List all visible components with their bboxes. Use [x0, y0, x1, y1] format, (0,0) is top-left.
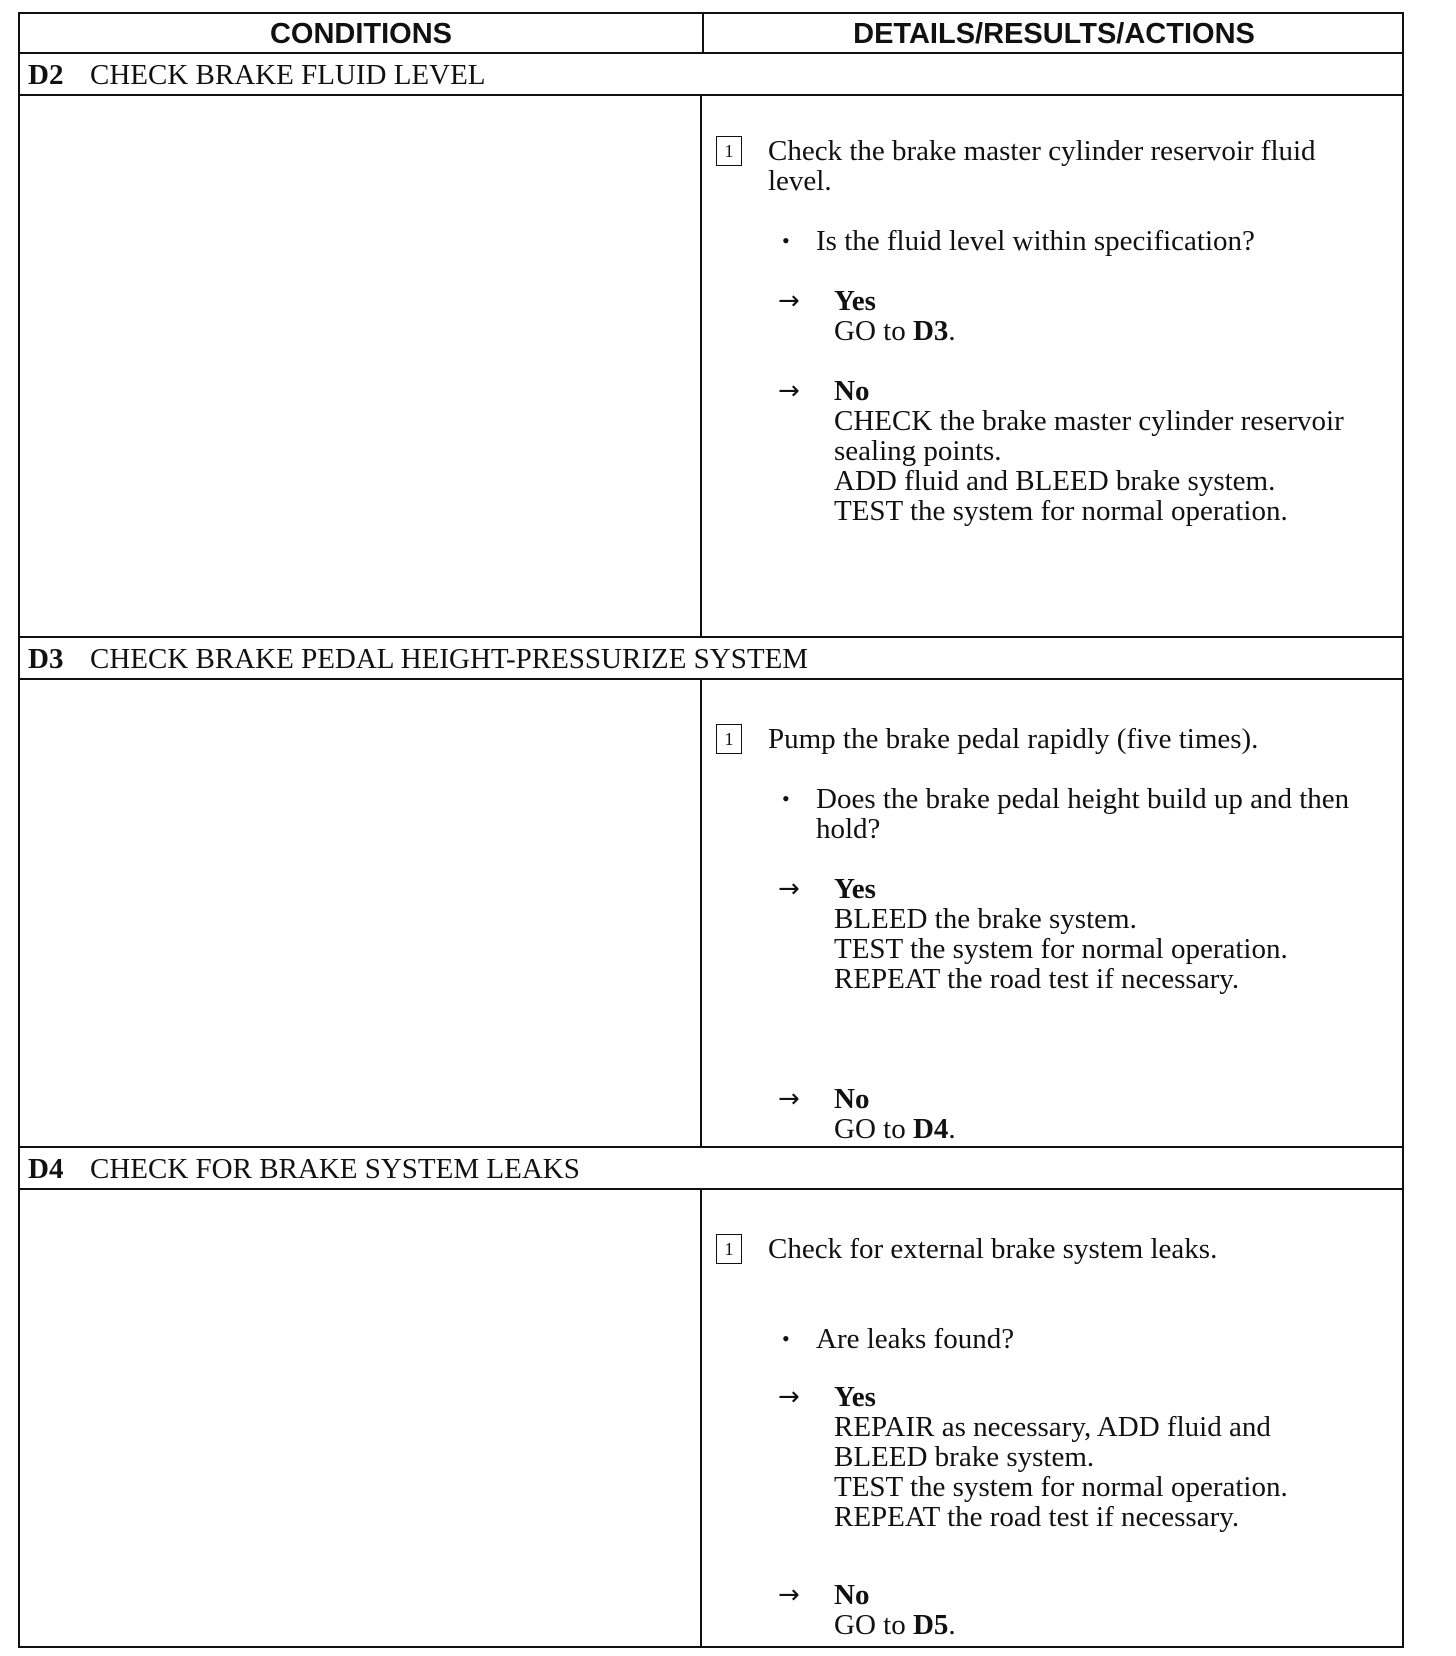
section-d2-body [20, 96, 1402, 638]
section-d3-title-text: CHECK BRAKE PEDAL HEIGHT-PRESSURIZE SYSTEM [90, 643, 809, 675]
no-action: GO to D4. [834, 1113, 956, 1145]
section-d2-conditions-cell [20, 96, 700, 636]
no-branch [834, 1580, 956, 1640]
section-d3-title [20, 638, 1402, 680]
yes-label: Yes [834, 285, 876, 317]
diagnostic-table [18, 12, 1404, 1648]
question-text: Does the brake pedal height build up and then hold? [816, 783, 1350, 845]
section-d2-title-text: CHECK BRAKE FLUID LEVEL [90, 59, 486, 91]
no-label: No [834, 1579, 870, 1611]
step-instruction: Pump the brake pedal rapidly (five times). [768, 723, 1259, 755]
section-d3-body [20, 680, 1402, 1148]
question-text: Is the fluid level within specification? [816, 225, 1255, 257]
conditions-header: CONDITIONS [269, 18, 453, 50]
yes-branch: Yes REPAIR as necessary, ADD fluid and BLEED brake system. TEST the system for normal operation. REPEAT the road test if necessary. [834, 1381, 1288, 1533]
step-number-box: 1 [716, 724, 742, 754]
yes-branch [834, 286, 956, 346]
section-d4-title-text: CHECK FOR BRAKE SYSTEM LEAKS [90, 1153, 580, 1185]
yes-action: GO to D3. [834, 315, 956, 347]
section-d4-id: D4 [28, 1153, 64, 1185]
no-branch: No CHECK the brake master cylinder reservoir sealing points. ADD fluid and BLEED brake system. TEST the system for normal operation. [834, 375, 1344, 527]
step-number-box: 1 [716, 136, 742, 166]
question-text: Are leaks found? [816, 1323, 1015, 1355]
section-d4-details-cell [700, 1190, 1402, 1646]
section-d3-id: D3 [28, 643, 64, 675]
section-d2-id: D2 [28, 59, 64, 91]
no-action: GO to D5. [834, 1609, 956, 1641]
section-d3-details-cell [700, 680, 1402, 1146]
table-header-row [20, 14, 1402, 54]
yes-branch: Yes BLEED the brake system. TEST the system for normal operation. REPEAT the road test if necessary. [834, 873, 1288, 995]
bullet-icon: • [782, 228, 790, 253]
section-d2-title [20, 54, 1402, 96]
arrow-right-icon: → [778, 874, 800, 904]
arrow-right-icon: → [778, 1382, 800, 1412]
bullet-icon: • [782, 786, 790, 811]
step-number-box: 1 [716, 1234, 742, 1264]
arrow-right-icon: → [778, 376, 800, 406]
no-label: No [834, 1083, 870, 1115]
section-d4-title [20, 1148, 1402, 1190]
section-d2-details-cell [700, 96, 1402, 636]
no-branch [834, 1084, 956, 1144]
arrow-right-icon: → [778, 1084, 800, 1114]
step-instruction: Check the brake master cylinder reservoir fluid level. [768, 135, 1316, 197]
step-instruction: Check for external brake system leaks. [768, 1233, 1218, 1265]
bullet-icon: • [782, 1326, 790, 1351]
yes-label: Yes [834, 873, 876, 905]
yes-label: Yes [834, 1381, 876, 1413]
no-label: No [834, 375, 870, 407]
section-d3-conditions-cell [20, 680, 700, 1146]
details-header: DETAILS/RESULTS/ACTIONS [702, 14, 1404, 52]
section-d4-body [20, 1190, 1402, 1646]
arrow-right-icon: → [778, 1580, 800, 1610]
arrow-right-icon: → [778, 286, 800, 316]
section-d4-conditions-cell [20, 1190, 700, 1646]
